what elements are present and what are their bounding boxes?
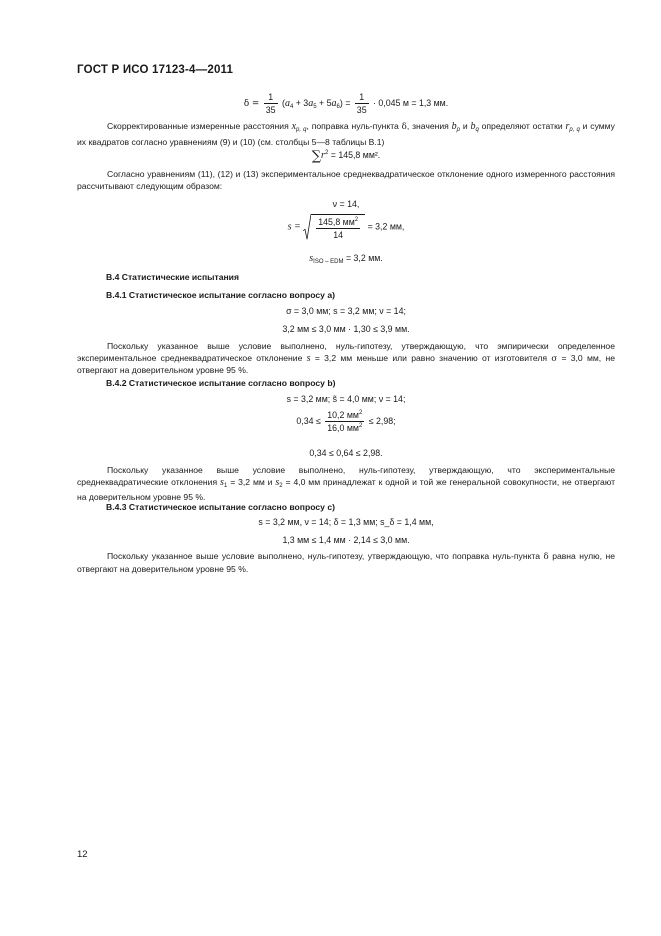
section-heading-b41: В.4.1 Статистическое испытание согласно вопросу а) xyxy=(106,290,335,300)
equation-test-b: 0,34 ≤ $\frac{10,2 мм^2}{16,0 мм^2}$ ≤ 2,98; xyxy=(296,410,396,433)
paragraph-corrected-distances: Скорректированные измеренные расстояния $x_{p, q}$, поправка нуль-пункта δ, значения $b_p$ и $b_q$ определяют остатки $r_{p, q}$ и сумму их квадратов согласно уравнениям (9) и (10) (см. столбцы 5—8 таблицы В.1) xyxy=(77,121,615,147)
paragraph-result-c: Поскольку указанное выше условие выполнено, нуль-гипотезу, утверждающую, что поправка нуль-пункта δ равна нулю, не отвергают на доверительном уровне 95 %. xyxy=(77,551,615,574)
equation-values-c: s = 3,2 мм, ν = 14; δ = 1,3 мм; s_δ = 1,4 мм, xyxy=(258,517,434,527)
eq-sum-terms: $(a_4 + 3a_5 + 5a_6)$ xyxy=(282,97,343,110)
eq-lhs: δ = xyxy=(243,98,260,109)
page-number: 12 xyxy=(77,849,88,860)
fraction: $\frac{1}{35}$ xyxy=(356,92,367,115)
equation-s-sqrt: s = $\frac{145,8 мм^2}{14}$ = 3,2 мм, xyxy=(77,214,615,240)
fraction: $\frac{10,2 мм^2}{16,0 мм^2}$ xyxy=(327,410,363,433)
equation-test-a: 3,2 мм ≤ 3,0 мм · 1,30 ≤ 3,9 мм. xyxy=(282,324,410,334)
equation-s-iso: $s_{ISO - EDM} = 3,2$ мм. xyxy=(309,253,383,265)
section-heading-b43: В.4.3 Статистическое испытание согласно вопросу с) xyxy=(106,502,335,512)
section-heading-b4: В.4 Статистические испытания xyxy=(106,272,239,282)
paragraph-result-b: Поскольку указанное выше условие выполнено, нуль-гипотезу, утверждающую, что экспериментальные среднеквадратические отклонения $s_1 = 3,2$ мм и $s_2 = 4,0$ мм принадлежат к одной и той же генеральной совокупности, не отвергают на доверительном уровне 95 %. xyxy=(77,465,616,503)
document-header: ГОСТ Р ИСО 17123-4—2011 xyxy=(77,64,234,76)
equation-delta: δ = $\frac{1}{35}$ $(a_4 + 3a_5 + 5a_6)$ = $\frac{1}{35}$ · 0,045 м = 1,3 мм. xyxy=(243,92,449,115)
paragraph-std-deviation: Согласно уравнениям (11), (12) и (13) экспериментальное среднеквадратическое отклонение одного измеренного расстояния рассчитывают следующим образом: xyxy=(77,169,615,191)
equation-values-a: σ = 3,0 мм; s = 3,2 мм; ν = 14; xyxy=(286,306,406,316)
radical-icon xyxy=(303,214,311,240)
fraction: $\frac{145,8 мм^2}{14}$ xyxy=(318,217,359,240)
equation-test-c: 1,3 мм ≤ 1,4 мм · 2,14 ≤ 3,0 мм. xyxy=(282,535,410,545)
fraction: $\frac{1}{35}$ xyxy=(265,92,276,115)
sqrt-symbol xyxy=(303,214,365,240)
paragraph-result-a: Поскольку указанное выше условие выполнено, нуль-гипотезу, утверждающую, что эмпирически определенное экспериментальное среднеквадратическое отклонение s = 3,2 мм меньше или равно значению от изготовителя σ = 3,0 мм, не отвергают на доверительном уровне 95 %. xyxy=(77,341,615,376)
equation-nu: ν = 14, xyxy=(332,199,360,209)
equation-sum-squares: $\sum r^2 = 145,8$ мм². xyxy=(311,149,381,164)
section-heading-b42: В.4.2 Статистическое испытание согласно вопросу b) xyxy=(106,378,336,388)
equation-values-b: s = 3,2 мм; s̃ = 4,0 мм; ν = 14; xyxy=(286,394,406,404)
equation-result-b: 0,34 ≤ 0,64 ≤ 2,98. xyxy=(309,448,383,458)
